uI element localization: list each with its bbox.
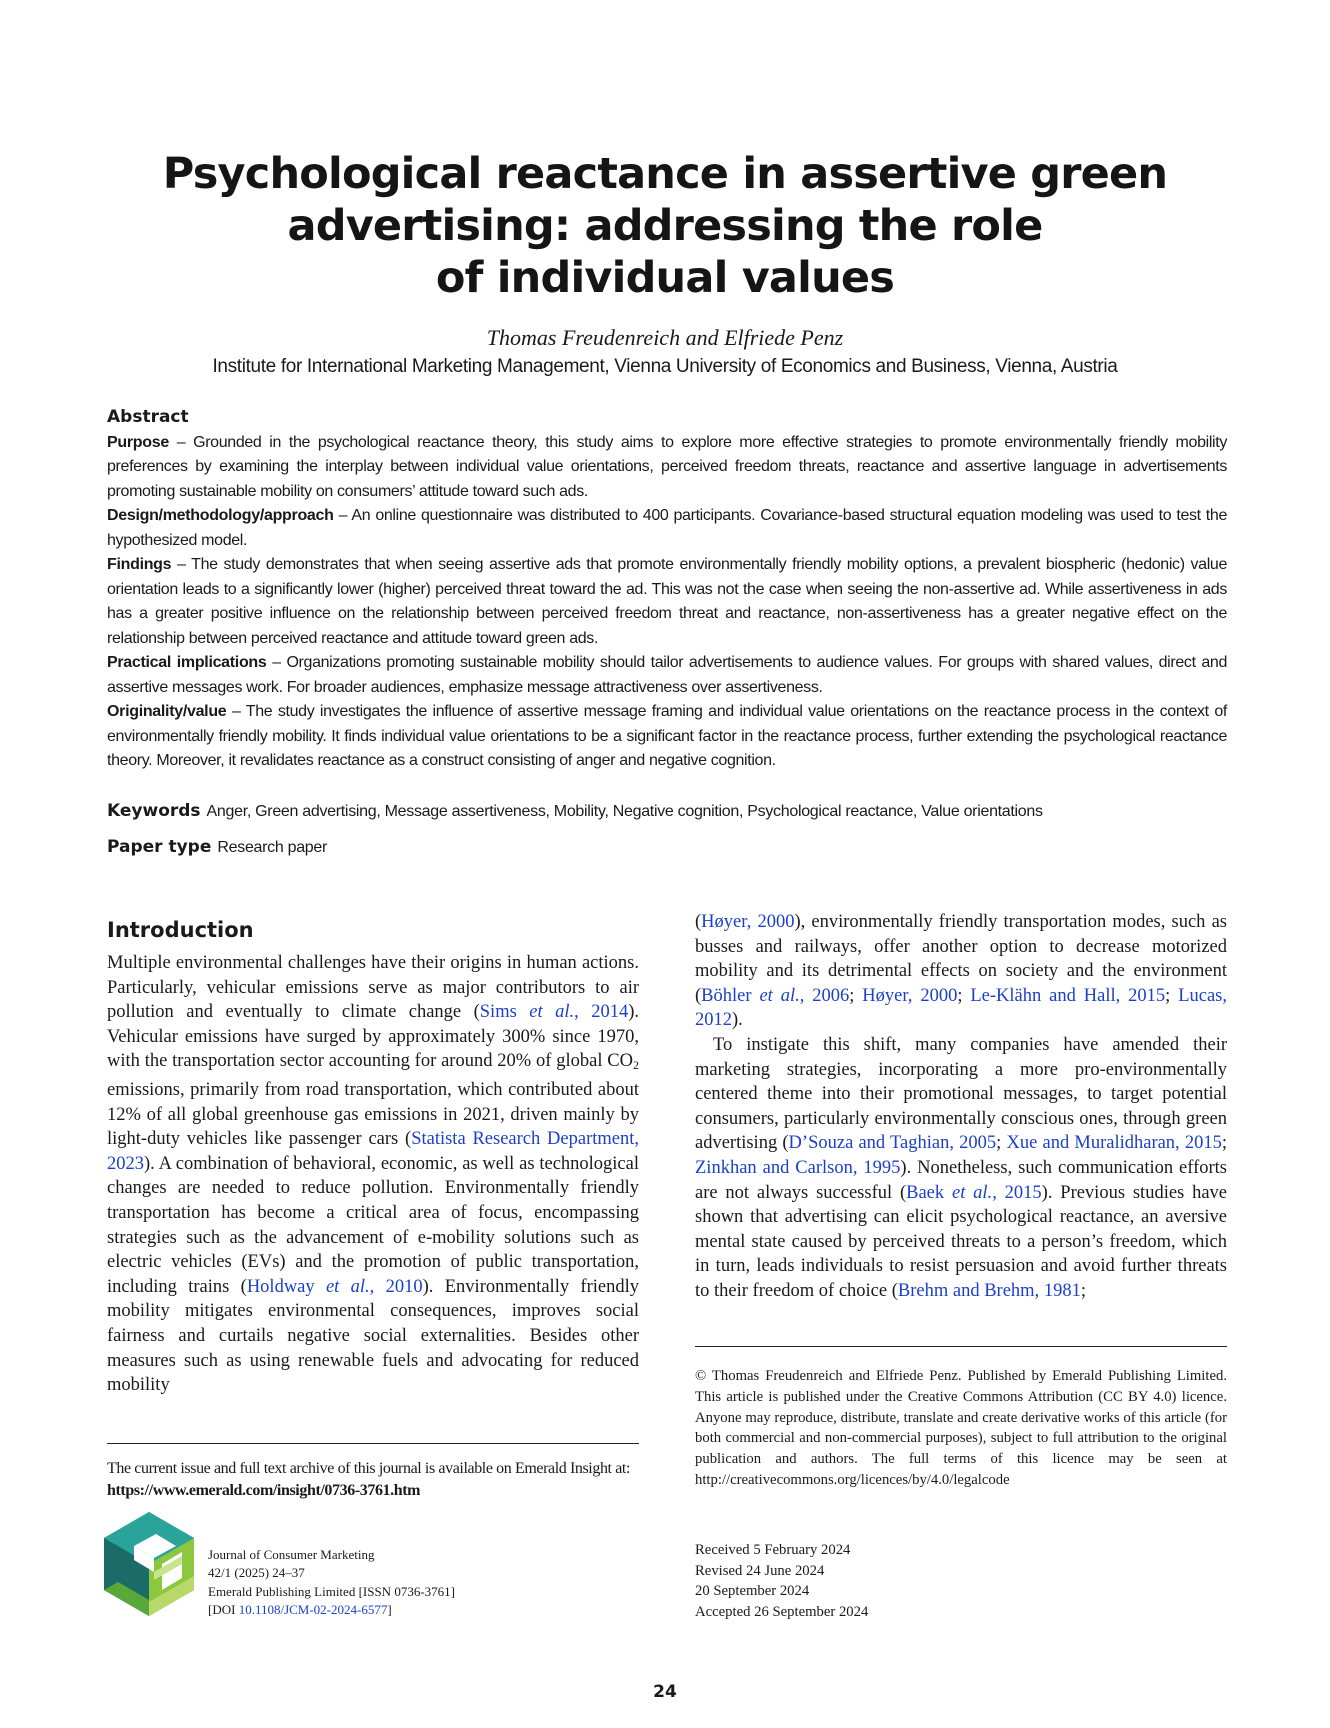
section-label: Design/methodology/approach	[107, 507, 334, 524]
section-text: – Grounded in the psychological reactance theory, this study aims to explore more effective strategies to promote environmentally friendly mobility preferences by examining the interplay between individual value orientations, perceived freedom threats, reactance and assertive language in advertisements promoting sustainable mobility on consumers’ attitude toward such ads.	[107, 433, 1227, 500]
section-text: – An online questionnaire was distributed to 400 participants. Covariance-based structural equation modeling was used to test the hypothesized model.	[107, 507, 1227, 549]
title-line: advertising: addressing the role	[287, 201, 1043, 251]
citation-link[interactable]: D’Souza and Taghian, 2005	[788, 1133, 997, 1154]
body-paragraph: To instigate this shift, many companies have amended their marketing strategies, incorporating a more pro-environmentally centered theme into their promotional messages, to target potential consumers, particularly environmentally conscious ones, through green advertising (D’Souza and Taghian, 2005; Xue and Muralidharan, 2015; Zinkhan and Carlson, 1995). Nonetheless, such communication efforts are not always successful (Baek et al., 2015). Previous studies have shown that advertising can elicit psychological reactance, an aversive mental state caused by perceived threats to a person’s freedom, which in turn, leads individuals to resist persuasion and avoid further threats to their freedom of choice (Brehm and Brehm, 1981;	[695, 1034, 1228, 1301]
paper-type-label: Paper type	[107, 837, 212, 857]
paper-type	[107, 836, 707, 859]
section-label: Originality/value	[107, 703, 227, 720]
et-al: et al.	[529, 1002, 575, 1023]
accepted-date: Accepted 26 September 2024	[695, 1603, 869, 1620]
journal-name: Journal of Consumer Marketing	[208, 1547, 375, 1562]
section-label: Findings	[107, 556, 172, 573]
introduction-heading: Introduction	[107, 918, 254, 942]
journal-volume: 42/1 (2025) 24–37	[208, 1565, 305, 1581]
citation-link[interactable]: Xue and Muralidharan, 2015	[1006, 1133, 1222, 1154]
authors: Thomas Freudenreich and Elfriede Penz	[486, 325, 844, 350]
paper-title	[120, 148, 1210, 304]
section-text: – The study demonstrates that when seeing assertive ads that promote environmentally friendly mobility options, a prevalent biospheric (hedonic) value orientation leads to a significantly lower (higher) perceived threat toward the ad. This was not the case when seeing the non-assertive ad. While assertiveness in ads has a greater positive influence on the relationship between perceived freedom threat and reactance, non-assertiveness has a greater negative effect on the relationship between perceived reactance and attitude toward green ads.	[107, 556, 1227, 647]
abstract-originality	[107, 700, 1227, 774]
journal-info	[208, 1546, 548, 1619]
section-label: Purpose	[107, 433, 169, 451]
affiliation: Institute for International Marketing Management, Vienna University of Economics and Business, Vienna, Austria	[212, 356, 1118, 377]
citation-link[interactable]: Sims et al., 2014	[479, 1002, 629, 1023]
doi-prefix: [DOI	[208, 1601, 239, 1617]
license-note: © Thomas Freudenreich and Elfriede Penz. Published by Emerald Publishing Limited. This article is published under the Creative Commons Attribution (CC BY 4.0) licence. Anyone may reproduce, distribute, translate and create derivative works of this article (for both commercial and non-commercial purposes), subject to full attribution to the original publication and authors. The full terms of this licence may be seen at http://creativecommons.org/licences/by/4.0/legalcode	[695, 1368, 1227, 1488]
emerald-publishing-logo-icon	[104, 1512, 194, 1616]
abstract	[107, 405, 1227, 774]
citation-link[interactable]: Høyer, 2000	[701, 912, 795, 932]
section-text: – The study investigates the influence of assertive message framing and individual value orientations on the reactance process in the context of environmentally friendly mobility. It finds individual value orientations to be a significant factor in the reactance process, further extending the psychological reactance theory. Moreover, it revalidates reactance as a construct consisting of anger and negative cognition.	[107, 703, 1227, 769]
keywords	[107, 800, 1227, 823]
citation-link[interactable]: Böhler et al., 2006	[701, 985, 850, 1006]
keywords-text: Anger, Green advertising, Message assertiveness, Mobility, Negative cognition, Psychological reactance, Value orientations	[206, 803, 1043, 820]
citation-link[interactable]: Brehm and Brehm, 1981	[897, 1280, 1081, 1301]
doi-link[interactable]: 10.1108/JCM-02-2024-6577	[238, 1601, 388, 1617]
title-line: Psychological reactance in assertive green	[162, 149, 1168, 199]
citation-link[interactable]: Statista Research Department, 2023	[107, 1129, 639, 1174]
abstract-practical	[107, 651, 1227, 700]
article-dates	[695, 1540, 1095, 1622]
revised-date-2: 20 September 2024	[695, 1583, 810, 1599]
citation-link[interactable]: Høyer, 2000	[862, 985, 958, 1006]
journal-doi	[208, 1601, 548, 1619]
citation-link[interactable]: Lucas, 2012	[695, 985, 1228, 1031]
received-date: Received 5 February 2024	[695, 1542, 851, 1558]
doi-suffix: ]	[387, 1601, 392, 1617]
title-line: of individual values	[435, 253, 895, 303]
revised-date: Revised 24 June 2024	[695, 1562, 825, 1579]
journal-publisher: Emerald Publishing Limited [ISSN 0736-3761]	[208, 1583, 455, 1599]
footnote-divider	[107, 1443, 639, 1444]
paper-type-text: Research paper	[217, 839, 328, 856]
introduction-right-column	[695, 910, 1227, 1304]
section-text: – Organizations promoting sustainable mobility should tailor advertisements to audience values. For groups with shared values, direct and assertive messages work. For broader audiences, emphasize message attractiveness over assertiveness.	[107, 654, 1227, 696]
body-paragraph: Multiple environmental challenges have their origins in human actions. Particularly, vehicular emissions serve as major contributors to air pollution and eventually to climate change (Sims et al., 2014). Vehicular emissions have surged by approximately 300% since 1970, with the transportation sector accounting for around 20% of global $CO_2$ emissions, primarily from road transportation, which contributed about 12% of all global greenhouse gas emissions in 2021, driven mainly by light-duty vehicles like passenger cars (Statista Research Department, 2023). A combination of behavioral, economic, as well as technological changes are needed to reduce pollution. Environmentally friendly transportation has become a critical area of focus, encompassing strategies such as the advancement of e-mobility solutions such as electric vehicles (EVs) and the promotion of public transportation, including trains (Holdway et al., 2010). Environmentally friendly mobility mitigates environmental consequences, improves social fairness and curtails negative social externalities. Besides other measures such as using renewable fuels and advocating for reduced mobility	[107, 953, 639, 1396]
journal-archive-link[interactable]: https://www.emerald.com/insight/0736-3761.htm	[107, 1482, 421, 1499]
subscript: 2	[633, 1058, 639, 1073]
keywords-label: Keywords	[107, 801, 201, 821]
et-al: et al.	[759, 985, 800, 1006]
body-paragraph: (Høyer, 2000), environmentally friendly transportation modes, such as busses and railways, offer another option to decrease motorized mobility and its detrimental effects on society and the environment (Böhler et al., 2006; Høyer, 2000; Le-Klähn and Hall, 2015; Lucas, 2012).	[695, 912, 1228, 1031]
citation-link[interactable]: Holdway et al., 2010	[246, 1276, 423, 1297]
access-text: The current issue and full text archive of this journal is available on Emerald Insight at:	[107, 1460, 630, 1477]
abstract-findings	[107, 553, 1227, 651]
abstract-heading: Abstract	[107, 407, 189, 427]
page-number: 24	[653, 1682, 677, 1702]
license-divider	[695, 1346, 1227, 1347]
citation-link[interactable]: Zinkhan and Carlson, 1995	[695, 1157, 901, 1178]
introduction-left-column	[107, 951, 639, 1398]
et-al: et al.	[951, 1182, 993, 1203]
section-label: Practical implications	[107, 654, 267, 671]
citation-link[interactable]: Baek et al., 2015	[906, 1182, 1042, 1203]
access-note	[107, 1458, 652, 1502]
abstract-design	[107, 504, 1227, 553]
et-al: et al.	[325, 1276, 370, 1297]
abstract-purpose	[107, 431, 1227, 505]
citation-link[interactable]: Le-Klähn and Hall, 2015	[970, 985, 1166, 1006]
